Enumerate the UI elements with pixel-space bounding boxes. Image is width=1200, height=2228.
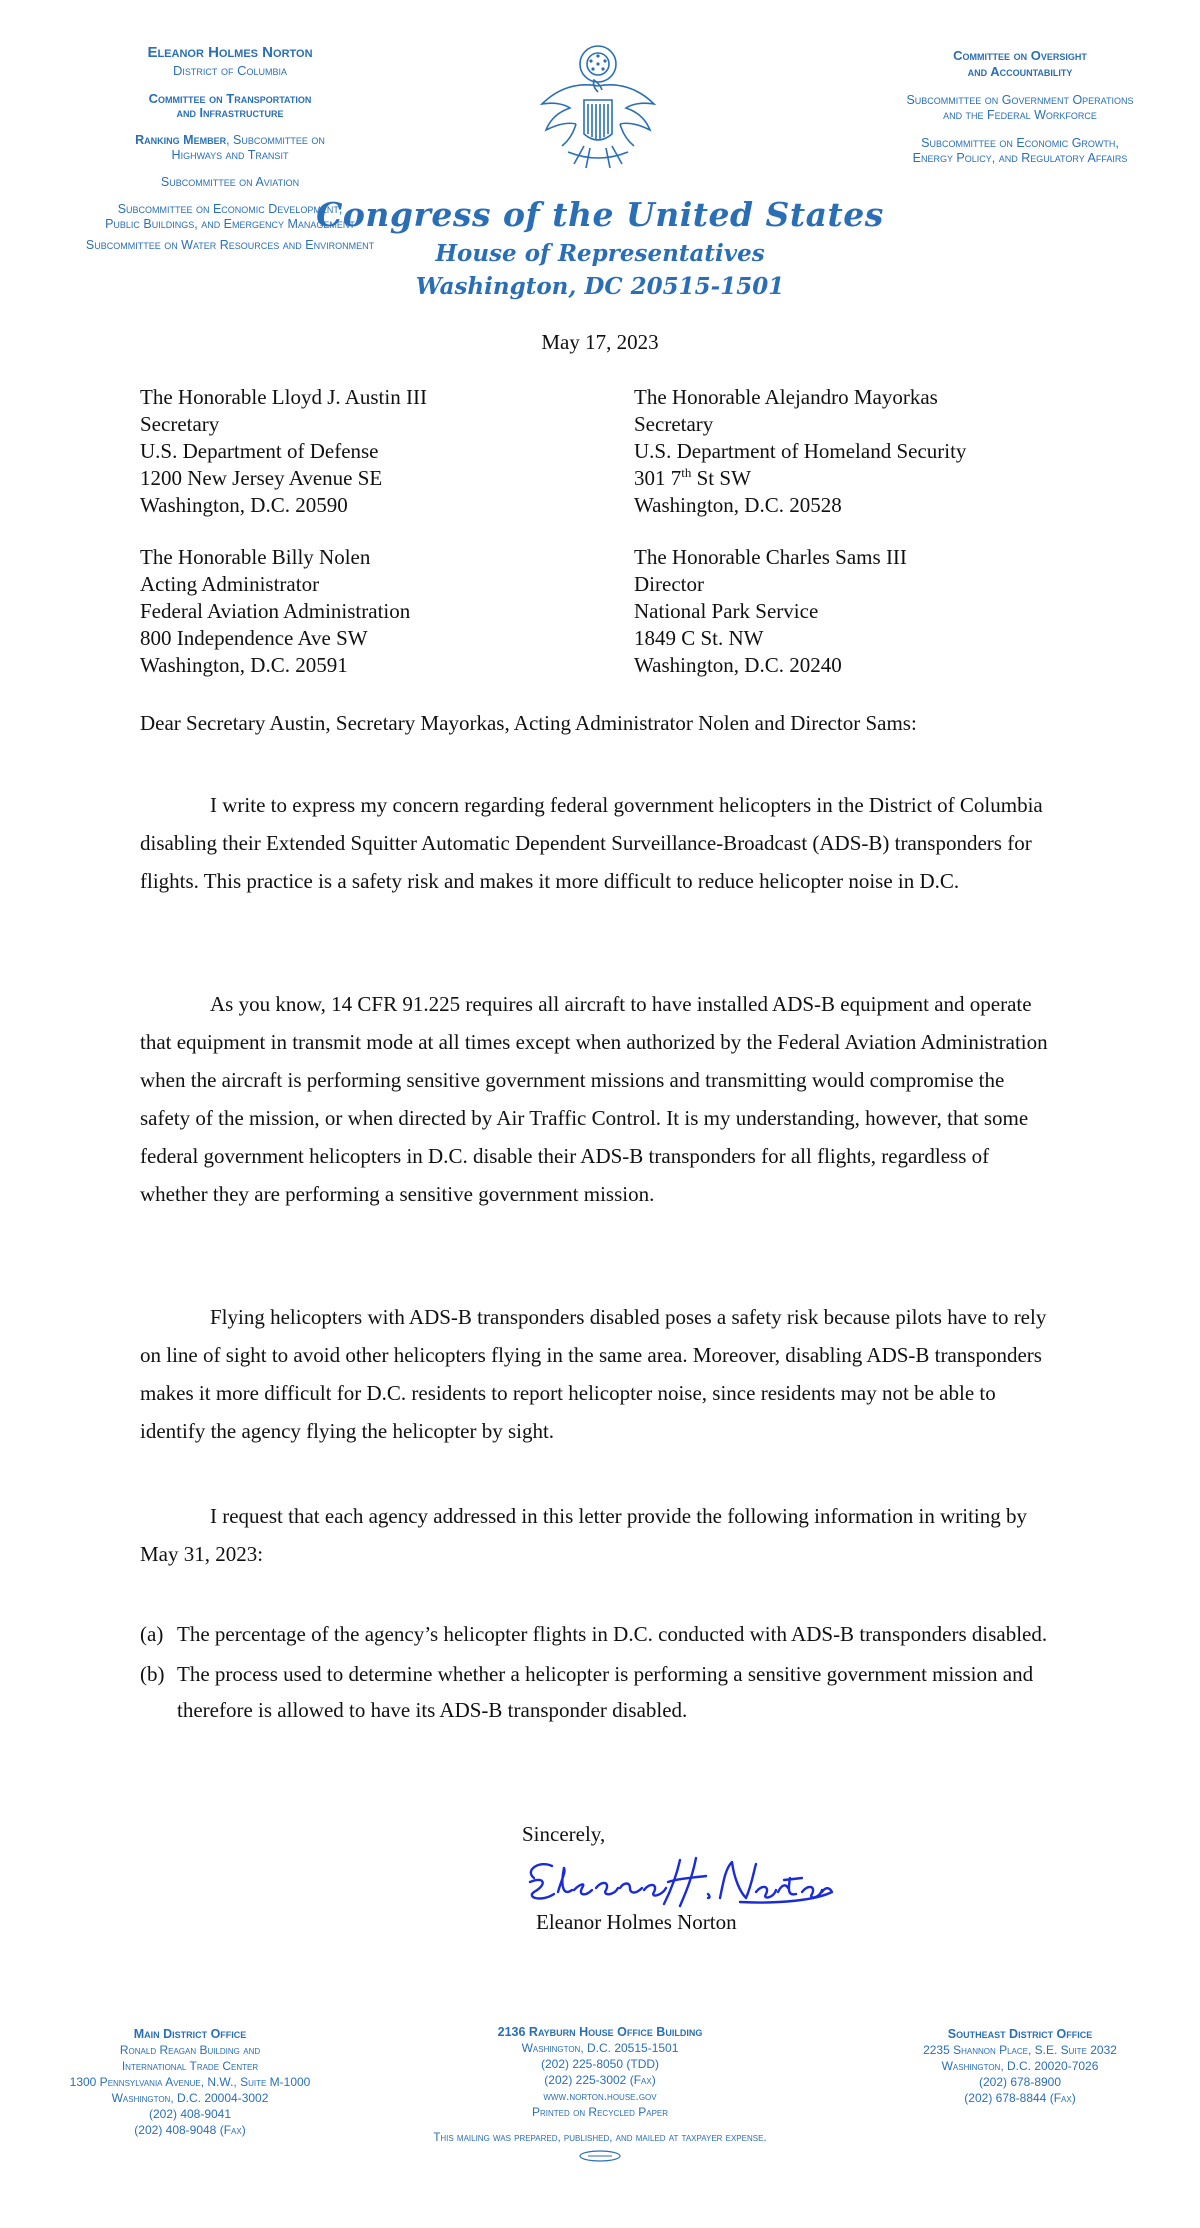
footer-main-office bbox=[40, 2026, 340, 2138]
footer-rayburn-office bbox=[440, 2024, 760, 2120]
footer-rayburn-line: Washington, D.C. 20515-1501 bbox=[521, 2041, 679, 2055]
ranking-member-line bbox=[40, 133, 420, 148]
congress-heading bbox=[300, 195, 900, 300]
subcommittee-aviation: Subcommittee on Aviation bbox=[160, 175, 300, 190]
recipient-title: Secretary bbox=[634, 412, 714, 436]
recipient-title: Acting Administrator bbox=[140, 572, 320, 596]
congress-title: Congress of the United States bbox=[316, 195, 884, 234]
recipient-name: The Honorable Charles Sams III bbox=[634, 545, 907, 569]
letterhead-right bbox=[855, 48, 1185, 179]
footer-main-fax: (202) 408-9048 (Fax) bbox=[134, 2123, 246, 2137]
committee-transport-line1: Committee on Transportation bbox=[148, 90, 312, 106]
subcommittee-economic-growth bbox=[855, 136, 1185, 167]
list-item-text: The process used to determine whether a helicopter is performing a sensitive government mission and therefore is allowed to have its ADS-B transponder disabled. bbox=[177, 1662, 1034, 1722]
subcommittee-econ-line1: Subcommittee on Economic Development, bbox=[117, 202, 343, 217]
paragraph-3: Flying helicopters with ADS-B transponders disabled poses a safety risk because pilots have to rely on line of sight to avoid other helicopters flying in the same area. Moreover, disabling ADS-B transponders makes it more difficult for D.C. residents to report helicopter noise, since residents may not be able to identify the agency flying the helicopter by sight. bbox=[140, 1305, 1047, 1443]
committee-oversight-line2: and Accountability bbox=[967, 64, 1073, 80]
subcommittee-water: Subcommittee on Water Resources and Environment bbox=[85, 238, 375, 253]
footer-taxpayer-note: This mailing was prepared, published, and mailed at taxpayer expense. bbox=[433, 2132, 767, 2144]
committee-transport-line2: and Infrastructure bbox=[176, 106, 284, 121]
footer-southeast-line: Washington, D.C. 20020-7026 bbox=[941, 2059, 1099, 2073]
footer-recycled-note: Printed on Recycled Paper bbox=[531, 2105, 669, 2119]
list-item bbox=[140, 1616, 1050, 1652]
signature-name: Eleanor Holmes Norton bbox=[536, 1910, 737, 1934]
footer-rayburn-title: 2136 Rayburn House Office Building bbox=[497, 2025, 703, 2039]
list-item-text: The percentage of the agency’s helicopter flights in D.C. conducted with ADS-B transponders disabled. bbox=[177, 1622, 1048, 1646]
paragraph-2: As you know, 14 CFR 91.225 requires all aircraft to have installed ADS-B equipment and operate that equipment in transmit mode at all times except when authorized by the Federal Aviation Administration when the aircraft is performing sensitive government missions and transmitting would compromise the safety of the mission, or when directed by Air Traffic Control. It is my understanding, however, that some federal government helicopters in D.C. disable their ADS-B transponders for all flights, regardless of whether they are performing a sensitive government mission. bbox=[140, 992, 1048, 1206]
member-district: District of Columbia bbox=[172, 63, 287, 78]
recycle-icon bbox=[578, 2149, 622, 2163]
city-zip: Washington, DC 20515-1501 bbox=[415, 273, 785, 300]
request-list bbox=[140, 1616, 1050, 1732]
recipient-title: Director bbox=[634, 572, 704, 596]
paragraph-1: I write to express my concern regarding federal government helicopters in the District of Columbia disabling their Extended Squitter Automatic Dependent Surveillance-Broadcast (ADS-B) transponders for flights. This practice is a safety risk and makes it more difficult to reduce helicopter noise in D.C. bbox=[140, 793, 1043, 893]
letter-date: May 17, 2023 bbox=[541, 330, 659, 354]
handwritten-signature bbox=[520, 1848, 840, 1918]
recipient-street: 1200 New Jersey Avenue SE bbox=[140, 466, 383, 490]
recipient-austin bbox=[140, 384, 427, 519]
footer-southeast-office bbox=[870, 2026, 1170, 2106]
recipient-city: Washington, D.C. 20590 bbox=[140, 493, 348, 517]
street-ordinal: th bbox=[681, 465, 692, 480]
recipient-title: Secretary bbox=[140, 412, 220, 436]
committee-oversight-line1: Committee on Oversight bbox=[953, 48, 1087, 63]
footer-website: www.norton.house.gov bbox=[543, 2089, 657, 2103]
footer-southeast-fax: (202) 678-8844 (Fax) bbox=[964, 2091, 1076, 2105]
list-item bbox=[140, 1656, 1050, 1728]
footer-southeast-phone: (202) 678-8900 bbox=[978, 2075, 1062, 2089]
street-name: St SW bbox=[691, 466, 751, 490]
recipient-org: National Park Service bbox=[634, 599, 819, 623]
subcommittee-gov-line2: and the Federal Workforce bbox=[943, 108, 1097, 123]
footer-main-line: 1300 Pennsylvania Avenue, N.W., Suite M-1000 bbox=[69, 2075, 311, 2089]
closing: Sincerely, bbox=[522, 1822, 606, 1846]
footer-rayburn-tdd: (202) 225-8050 (TDD) bbox=[540, 2057, 660, 2071]
recipient-org: U.S. Department of Defense bbox=[140, 439, 379, 463]
recipient-city: Washington, D.C. 20528 bbox=[634, 493, 842, 517]
list-item-label: (a) bbox=[140, 1622, 164, 1646]
salutation: Dear Secretary Austin, Secretary Mayorkas, Acting Administrator Nolen and Director Sams: bbox=[140, 711, 917, 735]
recipient-street bbox=[634, 465, 966, 492]
committee-oversight bbox=[855, 48, 1185, 81]
subcommittee-government-operations bbox=[855, 93, 1185, 124]
recipient-city: Washington, D.C. 20591 bbox=[140, 653, 348, 677]
recipient-street: 800 Independence Ave SW bbox=[140, 626, 368, 650]
great-seal-icon bbox=[528, 42, 668, 182]
recipient-name: The Honorable Lloyd J. Austin III bbox=[140, 385, 427, 409]
paragraph-4: I request that each agency addressed in this letter provide the following information in writing by May 31, 2023: bbox=[140, 1504, 1028, 1566]
recipient-name: The Honorable Alejandro Mayorkas bbox=[634, 385, 938, 409]
house-title: House of Representatives bbox=[435, 240, 765, 267]
recipient-nolen bbox=[140, 544, 410, 679]
recipient-org: U.S. Department of Homeland Security bbox=[634, 439, 967, 463]
street-number: 301 7 bbox=[634, 466, 682, 490]
footer-main-line: Ronald Reagan Building and bbox=[119, 2043, 261, 2057]
subcommittee-growth-line1: Subcommittee on Economic Growth, bbox=[921, 135, 1119, 150]
footer-main-phone: (202) 408-9041 bbox=[148, 2107, 232, 2121]
recipient-sams bbox=[634, 544, 907, 679]
ranking-member-subcommittee: Highways and Transit bbox=[171, 148, 289, 163]
subcommittee-growth-line2: Energy Policy, and Regulatory Affairs bbox=[912, 151, 1128, 166]
recipient-city: Washington, D.C. 20240 bbox=[634, 653, 842, 677]
footer-rayburn-fax: (202) 225-3002 (Fax) bbox=[544, 2073, 656, 2087]
list-item-label: (b) bbox=[140, 1662, 165, 1686]
member-name: Eleanor Holmes Norton bbox=[147, 44, 313, 61]
footer-main-line: International Trade Center bbox=[121, 2059, 259, 2073]
footer-southeast-title: Southeast District Office bbox=[947, 2027, 1093, 2041]
recipient-street: 1849 C St. NW bbox=[634, 626, 764, 650]
subcommittee-gov-line1: Subcommittee on Government Operations bbox=[906, 92, 1134, 107]
ranking-member-label: Ranking Member bbox=[135, 133, 227, 148]
subcommittee-econ-line2: Public Buildings, and Emergency Management bbox=[105, 217, 355, 232]
ranking-member-rest: , Subcommittee on bbox=[226, 133, 325, 148]
recipient-name: The Honorable Billy Nolen bbox=[140, 545, 371, 569]
footer-southeast-line: 2235 Shannon Place, S.E. Suite 2032 bbox=[923, 2043, 1117, 2057]
footer-main-title: Main District Office bbox=[133, 2027, 247, 2041]
recipient-mayorkas bbox=[634, 384, 966, 519]
recipient-org: Federal Aviation Administration bbox=[140, 599, 411, 623]
footer-main-line: Washington, D.C. 20004-3002 bbox=[111, 2091, 269, 2105]
